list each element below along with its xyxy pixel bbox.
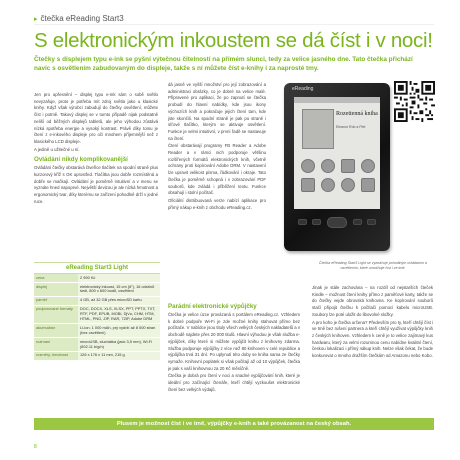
article-column-1 [34, 92, 158, 207]
spec-key: cena [34, 274, 78, 282]
folder-icon [301, 178, 315, 192]
spec-value: Li-ion, 1 000 mAh, prý vydrží až 8 000 stran (bez osvětlení) [78, 324, 160, 338]
paragraph: A jedině u užitečné u ní. [34, 146, 80, 152]
screen-icon-grid [300, 159, 376, 192]
screen-book-author: Eleanor Rob a Piet [336, 125, 366, 129]
spec-key: displej [34, 282, 78, 296]
spec-row [34, 274, 160, 282]
device-brand: eReading [292, 86, 314, 92]
paragraph: Jinak je stále zachována – na rozdíl od nejstarších čteček Kindle – možnost čtení knihy přímo z paměťové karty, takže se do čtečky vejde obrovská knihovna. Ke kopírování souborů stačí připojit čtečku k počítači pomocí kabelu microUSB. Soubory lze poté uložit do libovolné složky. [312, 285, 433, 317]
spec-row [34, 305, 160, 324]
apps-icon [361, 178, 375, 192]
page-number: 8 [34, 444, 37, 450]
spec-table-body [34, 274, 160, 361]
book-cover-icon [302, 109, 334, 149]
spec-value: DOC, DOCX, XLS, XLSX, PPT, PPTX, TXT, RTF, PDF, EPUB, MOBI, DjVu, CHM, HTM, HTML, PNG, ZIP, RAR, 7ZIP, Adobe DRM [78, 305, 160, 324]
spec-value: elektronický inkoust, 15 cm (6"), 16 odstínů šedi, 800 x 600 bodů, osvětlení [78, 282, 160, 296]
spec-value: 4 GB, až 32 GB přes microSD kartu [78, 296, 160, 305]
screen-book-title: Rozettenná kniha [336, 111, 378, 117]
paragraph: Jen pro upřesnění – displej typu e-ink sám o sobě světlo nevyzařuje, proto je potřeba mít zdroj světla jako u klasické knihy. Když však výrobci zabudují do čtečky osvětlení, můžete číst i potmě. Takový displej se v tomto případě nijak podstatně neliší od běžných displejů tabletů, ale jeho výhodou zůstává nízká spotřeba energie a vysoký kontrast. Právě díky tomu je čtení z e-inkového displeje pro oči mnohem příjemnější než z klasického LCD displeje. [34, 92, 158, 144]
article-column-2-lower [168, 300, 300, 394]
spec-row [34, 296, 160, 305]
spec-table [34, 262, 160, 361]
section-arrow-icon: ▸ [34, 15, 38, 23]
spec-value: microUSB, sluchátka (jack 3,5 mm), Wi-Fi (802.11 b/g/n) [78, 338, 160, 352]
library-icon [301, 159, 315, 173]
spec-key: rozměry, hmotnost [34, 351, 78, 360]
device-screen [294, 97, 380, 209]
lead-paragraph: Čtečky s displejem typu e-ink se pyšní výtečnou čitelností na přímém slunci, tedy za velice jasného dne. Tato čtečka přichází navíc s osvětlením zabudovaným do displeje, takže s ní můžete číst e-knihy i za naprosté tmy. [34, 56, 413, 72]
subheading: Parádní elektronické výpůjčky [168, 303, 257, 310]
section-header [34, 13, 434, 25]
verdict-banner [34, 418, 434, 430]
paragraph: Čtení obstarávají programy FB Reader a Adobe Reader a v rámci nich podporuje většinu rozšířených formátů elektronických knih, včetně ochrany proti kopírování Adobe DRM. V nastavení lze upravit velikost písma, řádkování i okraje. Tato čtečka je poměrně schopná i v zobrazování PDF souborů, kde zvládá i přiblížení textu. Funkce obsahují i stolní počítač. [168, 143, 266, 196]
qr-code-icon [394, 81, 435, 122]
paragraph: Ovládání čtečky obstarává čtveřice tlačítek na spodní straně plus kurzorový kříž s OK uprostřed. Tlačítka jsou dobře rozmístěná a dobře se mačkají. Ovládání je poměrně intuitivní a v menu se vyznáte hned napoprvé. Největší devizou je ale nízká hmotnost a ergonomický tvar, díky kterému se zařízení pohodlně drží v jedné ruce. [34, 165, 158, 204]
image-caption: Čtečka eReading Start3 Light se vyznačuje pohodlným ovládáním a osvětlením, které umožňuje číst i ve tmě. [319, 261, 427, 270]
paragraph: dá jasně ve vyšší množství pro její zobrazování a administraci obrázky, co je dobré na velice malé. Připravené pro aplikaci, že po zapnutí se čtečka probudí do hlavní nabídky, kde jsou ikony výchozích knih a pokračuje jejich čtení tam, kde jste skončili. Na spodní straně je pak po straně i síťové tlačítko, kterým se aktivuje osvětlení. Funkce je velmi intuitivní, v první řadě se nastavuje na čtení. [168, 82, 266, 141]
spec-value: 126 x 176 x 11 mm, 215 g [78, 351, 160, 360]
spec-value: 2 990 Kč [78, 274, 160, 282]
store-icon [321, 159, 335, 173]
wifi-icon [321, 178, 335, 192]
device-button-left2 [312, 219, 321, 225]
spec-row [34, 324, 160, 338]
paragraph: Čtečka je dobrá pro čtení v noci a snadné vypůjčování knih, které je ideální pro začínající čtenáře, kteří chtějí vyzkoušet elektronické čtení bez velkých výdajů. [168, 373, 300, 392]
settings-icon [361, 159, 375, 173]
device-button-right2 [367, 219, 376, 225]
section-label: čtečka eReading Start3 [40, 14, 124, 23]
article-column-2 [168, 82, 266, 212]
light-icon [341, 178, 355, 192]
history-icon [341, 159, 355, 173]
verdict-text: Plusem je možnost číst i ve tmě, výpůjčky e-knih a také provázanost na český obsah. [116, 421, 352, 427]
headline: S elektronickým inkoustem se dá číst i v noci! [34, 29, 433, 52]
spec-key: podporované formáty [34, 305, 78, 324]
spec-key: akumulátor [34, 324, 78, 338]
subheading: Ovládání nikdy komplikovanější [34, 156, 128, 164]
article-column-3 [312, 285, 433, 361]
spec-row [34, 282, 160, 296]
spec-key: rozhraní [34, 338, 78, 352]
spec-table-title: eReading Start3 Light [34, 262, 160, 274]
device-button-right [353, 219, 362, 225]
ereader-device-photo [284, 83, 390, 251]
screen-status-bar [294, 97, 380, 103]
paragraph: Oficiální distribuovaná verze nabízí aplikace pro přímý nákup e-knih z obchodu eReading.cz. [168, 197, 266, 210]
spec-row [34, 351, 160, 360]
device-dpad-icon [327, 217, 347, 228]
device-button-left [298, 219, 307, 225]
spec-row [34, 338, 160, 352]
paragraph: A pro koho je čtečka určena? Především pro ty, kteří chtějí číst i ve tmě bez rušení partnera a kteří chtějí využívat výpůjčky knih z českých knihoven. Vzhledem k ceně je to velice zajímavý kus hardwaru, který za velmi rozumnou cenu nabídne kvalitní čtení, českou lokalizaci i přímý nákup knih. Nelze však čekat, že bude konkurovat o mnoho dražším čtečkám od Amazonu nebo Kobo. [312, 319, 434, 359]
spec-key: paměť [34, 296, 78, 305]
paragraph: Čtečka je velice úzce provázaná s portálem eReading.cz. Vzhledem k dobré podpoře Wi-Fi je zde možné knihy stahovat přímo bez počítače. V nabídce jsou tituly všech velkých českých nakladatelů a v obchodě najdete přes 20 000 titulů. Hlavní výhodou je však služba e-výpůjček, díky které si můžete vypůjčit knihu z knihovny zdarma. Služba podporuje výpůjčky z více než 80 knihoven v celé republice a výpůjčka trvá 31 dní. Po uplynutí této doby se kniha sama ze čtečky vymaže. Knihovní poplatek si však počítají až od 10 výpůjček, čtečka je pak s vaší knihovnou za 20 Kč měsíčně. [168, 312, 300, 371]
